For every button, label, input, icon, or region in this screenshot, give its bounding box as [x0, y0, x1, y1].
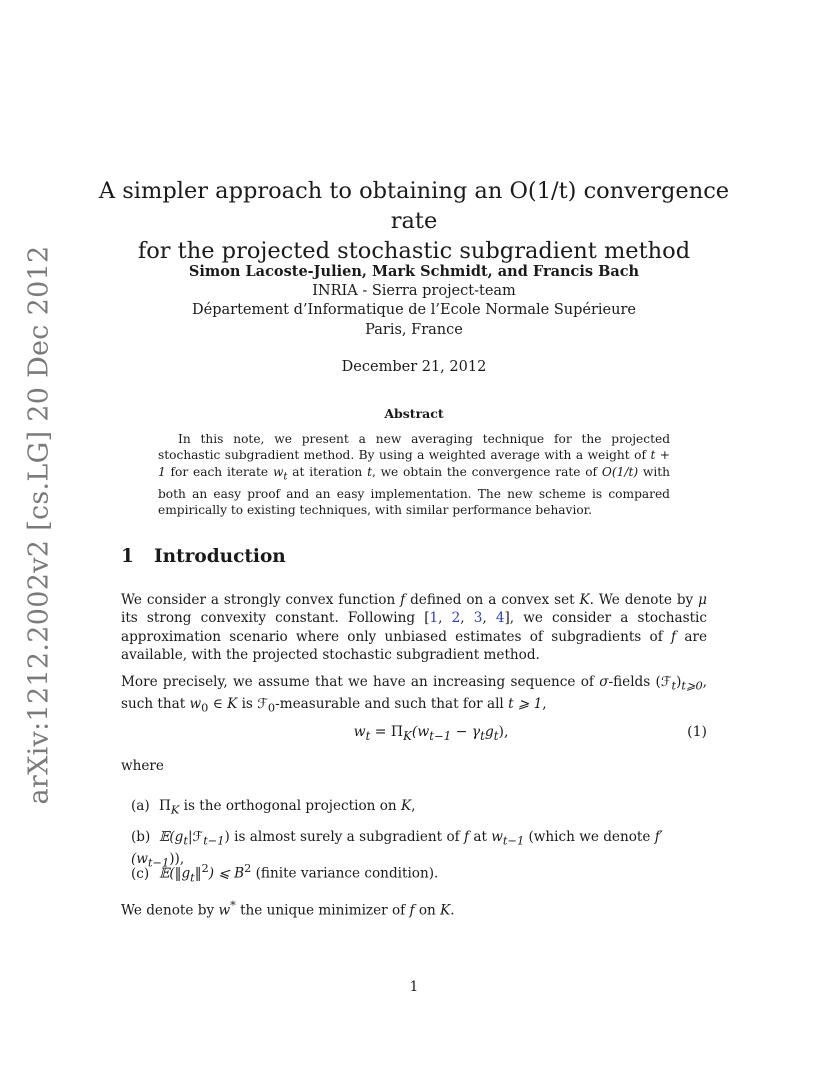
list-item: (a) $\Pi_K$ is the orthogonal projection on K,: [131, 798, 416, 817]
closing-sentence: We denote by w* the unique minimizer of f on K.: [121, 898, 455, 919]
equation-expression: $w_t = \Pi_K(w_{t-1} - \gamma_tg_t)$,: [353, 724, 509, 743]
arxiv-identifier: arXiv:1212.2002v2 [cs.LG] 20 Dec 2012: [23, 245, 55, 805]
assumption-list: [131, 797, 711, 890]
math-w0: w: [189, 696, 202, 713]
paper-date: December 21, 2012: [341, 359, 487, 375]
abstract-text: at iteration: [287, 464, 368, 479]
intro-paragraph-2: More precisely, we assume that we have an increasing sequence of σ-fields $(ℱ_t)_{t⩾0}$, such that $w_0$ ∈ K is ℱ$_0$-measurable and such that for all t ⩾ 1,: [121, 674, 707, 715]
affiliation-1: INRIA - Sierra project-team: [312, 282, 516, 299]
abstract-text: for each iterate: [165, 464, 273, 479]
math-sigma: σ: [599, 674, 609, 690]
equation-number: (1): [687, 724, 707, 740]
list-item: (c) $𝔼(‖g_t‖^2)$ ⩽ $B^2$ (finite variance condition).: [131, 861, 439, 885]
math-iterate: w: [272, 464, 284, 479]
author-names: Simon Lacoste-Julien, Mark Schmidt, and Francis Bach: [188, 263, 640, 280]
math-filtration: (ℱ: [655, 674, 672, 690]
list-label: (b): [131, 829, 151, 845]
title-line-1: A simpler approach to obtaining an O(1/t) convergence rate: [98, 178, 730, 234]
affiliation-2: Département d’Informatique de l’Ecole Normale Supérieure: [192, 302, 636, 318]
math-iteration: t: [367, 464, 372, 479]
title-line-2: for the projected stochastic subgradient method: [137, 238, 691, 264]
arxiv-stamp: [14, 245, 64, 805]
abstract-paragraph: [158, 431, 670, 518]
section-title: Introduction: [154, 546, 286, 567]
abstract-text: , we obtain the convergence rate of: [371, 464, 602, 479]
paper-title: [80, 176, 748, 266]
math-subscript: t: [283, 471, 288, 483]
math-rate: O(1/t): [601, 464, 639, 479]
citation-link-3[interactable]: 3: [473, 610, 483, 627]
math-k: K: [579, 592, 590, 608]
abstract-text: In this note, we present a new averaging technique for the projected stochastic subgradient method. By using a weighted average with a weight of: [158, 432, 670, 463]
list-item: (b) $𝔼(g_t|ℱ_{t-1})$ is almost surely a subgradient of f at $w_{t-1}$ (which we denote $f'(w_{t-1})$),: [131, 829, 663, 870]
math-mu: μ: [698, 592, 707, 608]
citation-link-4[interactable]: 4: [495, 610, 505, 627]
location: Paris, France: [365, 321, 463, 338]
abstract-heading: Abstract: [384, 406, 444, 421]
math-condition: t ⩾ 1: [508, 696, 543, 713]
section-number: 1: [121, 546, 134, 567]
math-f0: ℱ: [257, 696, 268, 713]
author-block: [80, 262, 748, 340]
page-number: 1: [409, 979, 419, 995]
math-f: f: [400, 592, 406, 608]
section-heading: [121, 546, 286, 567]
intro-paragraph-1: We consider a strongly convex function f defined on a convex set K. We denote by μ its strong convexity constant. Following [1, 2, 3, 4], we consider a stochastic approximation scenario where only unbiased estimates of subgradients of f are available, with the projected stochastic subgradient method.: [121, 592, 707, 664]
abstract-body: [158, 431, 670, 518]
abstract-text: with both an easy proof and an easy implementation. The new scheme is compared empirically to existing techniques, with similar performance behavior.: [158, 464, 670, 518]
citation-link-1[interactable]: 1: [429, 610, 439, 627]
math-f: f: [671, 628, 677, 645]
citation-link-2[interactable]: 2: [451, 610, 461, 627]
list-label: (a): [131, 798, 150, 814]
list-label: (c): [131, 865, 150, 882]
math-weight: t + 1: [158, 448, 671, 479]
where-text: where: [121, 758, 164, 774]
